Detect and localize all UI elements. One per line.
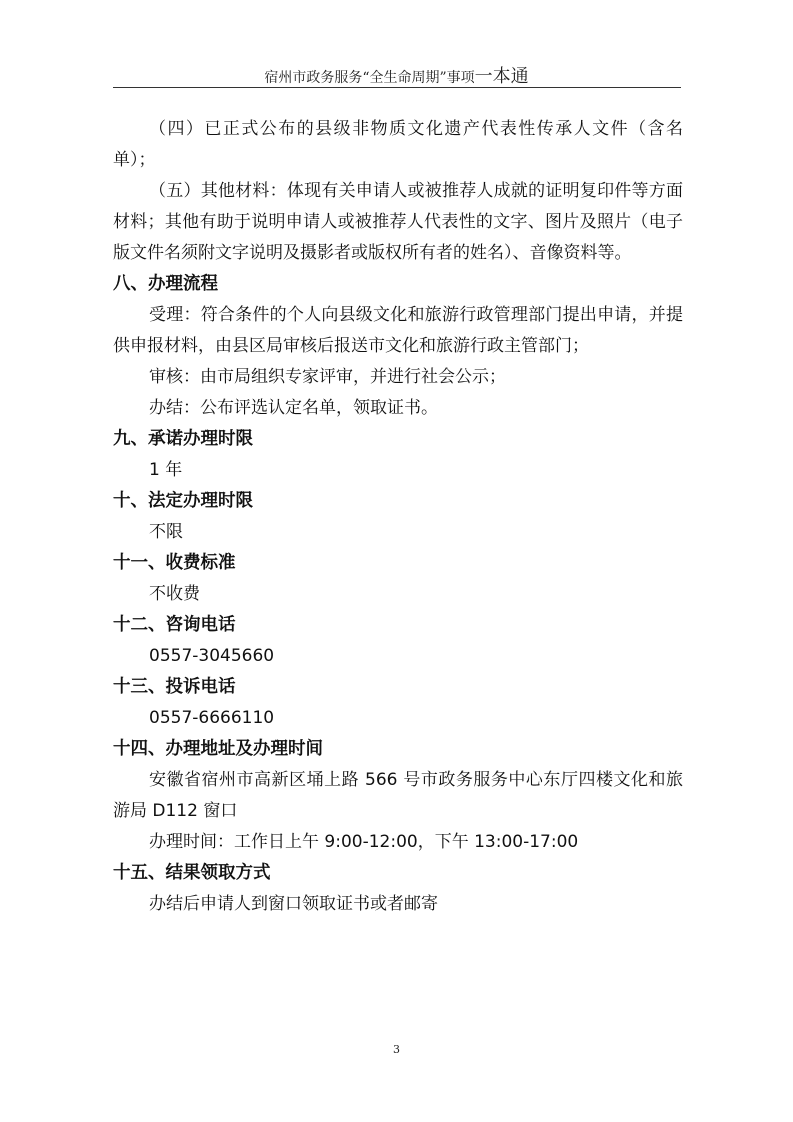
section-heading-complaint-phone: 十三、投诉电话 (113, 677, 236, 697)
consult-phone-value: 0557-3045660 (149, 646, 275, 666)
section-heading-process: 八、办理流程 (113, 274, 218, 294)
process-accept: 受理：符合条件的个人向县级文化和旅游行政管理部门提出申请，并提供申报材料，由县区局审核后报送市文化和旅游行政主管部门； (113, 305, 683, 356)
office-hours: 办理时间：工作日上午 9:00-12:00，下午 13:00-17:00 (149, 832, 579, 852)
header-divider (113, 87, 681, 88)
legal-time-value: 不限 (149, 522, 183, 542)
section-heading-result-pickup: 十五、结果领取方式 (113, 863, 271, 883)
section-heading-promised-time: 九、承诺办理时限 (113, 429, 253, 449)
header-title-emphasis: 一本通 (474, 66, 529, 87)
material-item-4: （四）已正式公布的县级非物质文化遗产代表性传承人文件（含名单）； (113, 119, 683, 170)
result-pickup-value: 办结后申请人到窗口领取证书或者邮寄 (149, 894, 438, 914)
section-heading-consult-phone: 十二、咨询电话 (113, 615, 236, 635)
section-heading-address-time: 十四、办理地址及办理时间 (113, 739, 323, 759)
page-header (0, 62, 793, 88)
process-review: 审核：由市局组织专家评审，并进行社会公示； (149, 367, 506, 387)
section-heading-legal-time: 十、法定办理时限 (113, 491, 253, 511)
promised-time-value: 1 年 (149, 460, 183, 480)
complaint-phone-value: 0557-6666110 (149, 708, 275, 728)
material-item-5: （五）其他材料：体现有关申请人或被推荐人成就的证明复印件等方面材料；其他有助于说明申请人或被推荐人代表性的文字、图片及照片（电子版文件名须附文字说明及摄影者或版权所有者的姓名）、音像资料等。 (113, 181, 683, 263)
fee-value: 不收费 (149, 584, 200, 604)
document-body (113, 114, 683, 920)
page-number: 3 (393, 1043, 400, 1056)
office-address: 安徽省宿州市高新区埇上路 566 号市政务服务中心东厅四楼文化和旅游局 D112 窗口 (113, 770, 683, 821)
section-heading-fee: 十一、收费标准 (113, 553, 236, 573)
process-finish: 办结：公布评选认定名单，领取证书。 (149, 398, 438, 418)
header-title: 宿州市政务服务“全生命周期”事项 (264, 70, 475, 86)
